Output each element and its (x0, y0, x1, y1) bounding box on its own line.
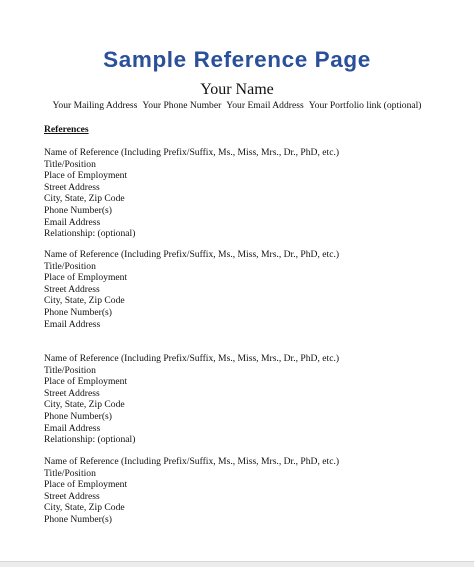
reference-city: City, State, Zip Code (44, 502, 125, 514)
reference-relationship: Relationship: (optional) (44, 434, 136, 446)
reference-street: Street Address (44, 387, 100, 399)
reference-entry-4 (44, 456, 464, 526)
reference-name: Name of Reference (Including Prefix/Suffix, Ms., Miss, Mrs., Dr., PhD, etc.) (44, 353, 340, 364)
reference-name: Name of Reference (Including Prefix/Suffix, Ms., Miss, Mrs., Dr., PhD, etc.) (44, 456, 340, 467)
reference-title: Title/Position (44, 467, 96, 479)
reference-entry-3 (44, 353, 464, 446)
email-address: Your Email Address (226, 100, 304, 111)
reference-name: Name of Reference (Including Prefix/Suffix, Ms., Miss, Mrs., Dr., PhD, etc.) (44, 147, 340, 158)
reference-name: Name of Reference (Including Prefix/Suffix, Ms., Miss, Mrs., Dr., PhD, etc.) (44, 249, 340, 260)
reference-employer: Place of Employment (44, 479, 128, 491)
reference-title: Title/Position (44, 158, 96, 170)
phone-number: Your Phone Number (142, 100, 222, 111)
reference-city: City, State, Zip Code (44, 295, 125, 307)
mailing-address: Your Mailing Address (52, 100, 138, 111)
reference-phone: Phone Number(s) (44, 306, 112, 318)
reference-relationship: Relationship: (optional) (44, 228, 136, 240)
reference-phone: Phone Number(s) (44, 513, 112, 525)
reference-phone: Phone Number(s) (44, 204, 112, 216)
reference-email: Email Address (44, 422, 101, 434)
reference-city: City, State, Zip Code (44, 399, 125, 411)
applicant-name: Your Name (200, 81, 274, 98)
reference-employer: Place of Employment (44, 272, 128, 284)
reference-street: Street Address (44, 181, 100, 193)
reference-street: Street Address (44, 283, 100, 295)
reference-email: Email Address (44, 318, 101, 330)
contact-info (0, 99, 474, 112)
references-heading: References (44, 124, 89, 135)
reference-employer: Place of Employment (44, 170, 128, 182)
page-title: Sample Reference Page (103, 47, 371, 72)
reference-city: City, State, Zip Code (44, 193, 125, 205)
portfolio-link: Your Portfolio link (optional) (308, 100, 422, 111)
reference-title: Title/Position (44, 260, 96, 272)
reference-entry-1 (44, 147, 464, 240)
reference-entry-2 (44, 249, 464, 330)
reference-email: Email Address (44, 216, 101, 228)
reference-title: Title/Position (44, 364, 96, 376)
reference-phone: Phone Number(s) (44, 410, 112, 422)
reference-employer: Place of Employment (44, 376, 128, 388)
page-bottom-edge (0, 561, 474, 567)
reference-street: Street Address (44, 490, 100, 502)
